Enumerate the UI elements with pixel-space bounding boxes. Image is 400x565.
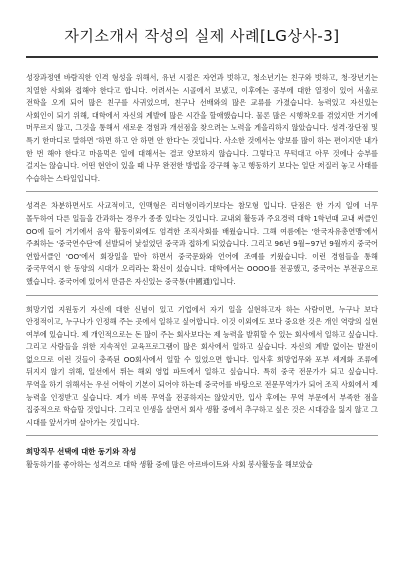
paragraph-personality: 성격은 차분하면서도 사교적이고, 인맥형은 리더형이라기보다는 참모형 입니다. 단점은 한 가지 일에 너무 몰두하여 다른 일들을 간과하는 경우가 종종 있다는 것입니다. 교내외 활동과 주요경력 대학 1학년때 교내 써클인 OO에 들어 거기에서 음악 활동이외에도 엄격한 조직사회를 배웠습니다. 그해 여름에는 '한국자유총연맹'에서 주최하는 '중국연수단'에 선발되어 낯설었던 중국과 접하게 되었습니다. 그리고 96년 9월~97년 9월까지 중국어 연합서클인 'OO'에서 회장일을 맡아 하면서 중국문화와 언어에 조예를 키웠습니다. 이런 경험들을 통해 중국무역시 한 동양의 시대가 오리라는 확신이 섰습니다. 대학에서는 OOOO를 전공했고, 중국어는 부전공으로 했습니다. 중국어에 있어서 만큼은 자신있는 중국통(中國通)입니다. — [26, 201, 378, 286]
paragraph-growth: 성장과정엔 바람직한 인격 형성을 위해서, 유년 시절은 자연과 벗하고, 청소년기는 친구와 벗하고, 청·장년기는 치열한 사회와 접해야 한다고 합니다. 어려서는 시골에서 보냈고, 이후에는 공부에 대한 열정이 있어 서울로 전학을 오게 되어 많은 친구를 사귀었으며, 친구나 선배와의 많은 교류를 가졌습니다. 능력있고 자신있는 사회인이 되기 위해, 대학에서 자신의 계발에 많은 시간을 할애했습니다. 물론 많은 시행착오를 겪었지만 거기에 머무르지 않고, 그것을 통해서 새로운 경험과 개선점을 찾으려는 노력을 게을리하지 않았습니다. 성격·장단점 및 특기 한마디로 말하면 '하면 하고 안 하면 안 한다'는 것입니다. 사소한 것에서는 양보를 많이 하는 편이지만 내가 한 번 해야 한다고 마음먹은 일에 대해서는 결코 양보하지 않습니다. 그렇다고 무턱대고 아무 것에나 승부를 걸지는 않습니다. 어떤 현안이 있을 때 나무 완전한 방법을 강구해 놓고 행동하기 보다는 일단 저질러 놓고 사태를 수습하는 스타일입니다. — [26, 73, 378, 183]
document-title: 자기소개서 작성의 실제 사례[LG상사-3] — [64, 27, 340, 45]
paragraph-motivation: 희망기업 지원동기 자신에 대한 신념이 있고 기업에서 자기 일을 실현하고자 하는 사람이면, 누구나 보다 안정적이고, 누구나가 인정해 주는 곳에서 일하고 싶어합니다. 이것 이외에도 보다 중요한 것은 개인 역량의 실현 여부에 있습니다. 제 개인적으로는 돈 많이 주는 회사보다는 제 능력을 발휘할 수 있는 회사에서 일하고 싶습니다. 그리고 사람들을 위한 지속적인 교육프로그램이 많은 회사에서 일하고 싶습니다. 자신의 계발 없이는 발전이 없으므로 이런 것들이 충족된 OO회사에서 일할 수 있었으면 합니다. 입사후 희망업무와 포부 세계화 조류에 뒤지지 않기 위해, 일선에서 뛰는 해외 영업 파트에서 일하고 싶습니다. 특히 중국 전문가가 되고 싶습니다. 무역을 하기 위해서는 우선 어학이 기본이 되어야 하는데 중국어를 바탕으로 전문무역가가 되어 조직 사회에서 제 능력을 인정받고 싶습니다. 제가 비록 무역을 전공하지는 않았지만, 입사 후에는 무역 부문에서 부족한 점을 집중적으로 학습할 것입니다. 그리고 인생을 살면서 회사 생활 중에서 추구하고 싶은 것은 시대감을 잃지 않고 그 시대를 앞서가며 살아가는 것입니다. — [26, 304, 378, 427]
section-heading: 희망직무 선택에 대한 동기와 작성 — [26, 447, 137, 457]
paragraph-divider — [26, 435, 378, 436]
title-divider — [26, 56, 378, 58]
paragraph-divider — [26, 191, 378, 192]
paragraph-divider — [26, 295, 378, 296]
paragraph-last-line: 활동하기를 좋아하는 성격으로 대학 생활 중에 많은 아르바이트와 사회 봉사활동을 해보았습 — [26, 460, 313, 470]
